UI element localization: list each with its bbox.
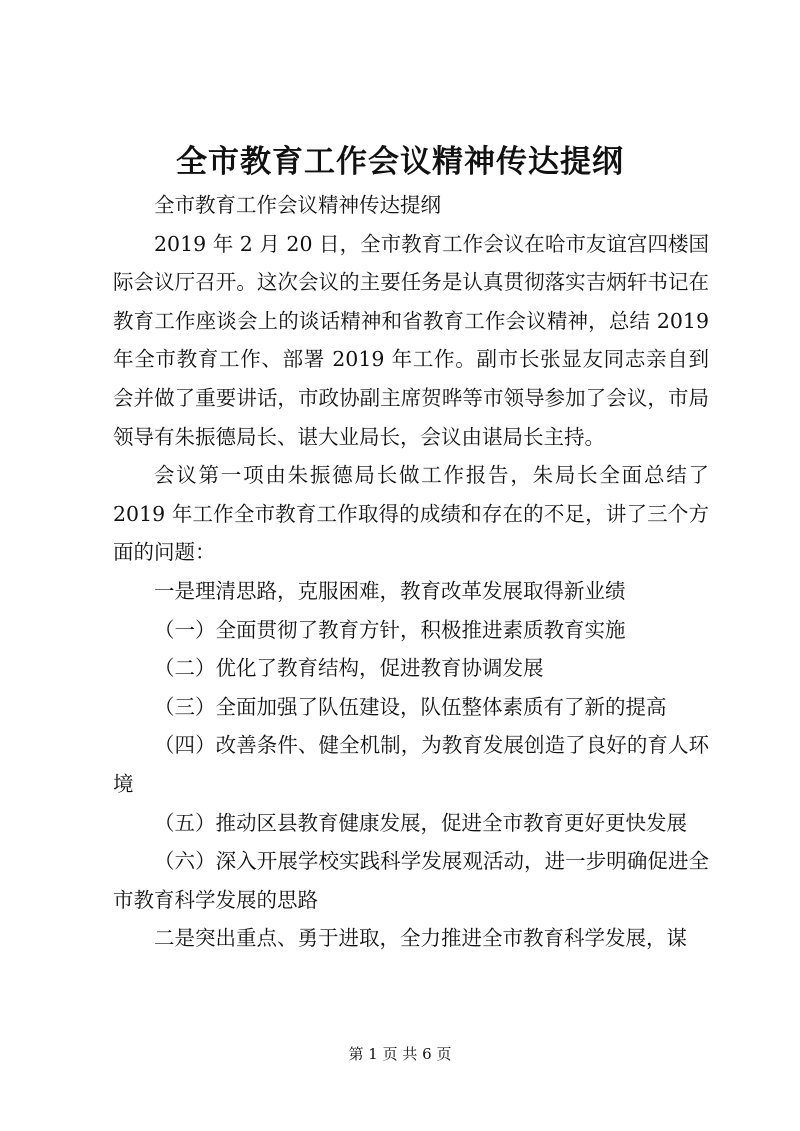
- document-body: [113, 186, 709, 958]
- paragraph-subtitle: 全市教育工作会议精神传达提纲: [154, 193, 441, 217]
- paragraph-item-6: （六）深入开展学校实践科学发展观活动，进一步明确促进全市教育科学发展的思路: [113, 849, 709, 912]
- paragraph-report-intro: 会议第一项由朱振德局长做工作报告，朱局长全面总结了 2019 年工作全市教育工作取得的成绩和存在的不足，讲了三个方面的问题：: [113, 463, 709, 565]
- paragraph-item-4: （四）改善条件、健全机制，为教育发展创造了良好的育人环境: [113, 733, 709, 796]
- paragraph-item-3: （三）全面加强了队伍建设，队伍整体素质有了新的提高: [154, 694, 667, 719]
- paragraph-item-5: （五）推动区县教育健康发展，促进全市教育更好更快发展: [154, 810, 687, 835]
- paragraph-meeting-summary: 2019 年 2 月 20 日，全市教育工作会议在哈市友谊宫四楼国际会议厅召开。这次会议的主要任务是认真贯彻落实吉炳轩书记在教育工作座谈会上的谈话精神和省教育工作会议精神，总结 2019 年全市教育工作、部署 2019 年工作。副市长张显友同志亲自到会并做了重要讲话，市政协副主席贺晔等市领导参加了会议，市局领导有朱振德局长、谌大业局长，会议由谌局长主持。: [113, 231, 709, 449]
- paragraph-section-two: 二是突出重点、勇于进取，全力推进全市教育科学发展，谋: [154, 926, 687, 951]
- document-title: 全市教育工作会议精神传达提纲: [176, 144, 624, 180]
- paragraph-section-one: 一是理清思路，克服困难，教育改革发展取得新业绩: [154, 578, 626, 603]
- paragraph-item-1: （一）全面贯彻了教育方针，积极推进素质教育实施: [154, 617, 626, 642]
- page-indicator: 第 1 页 共 6 页: [348, 1045, 452, 1063]
- paragraph-item-2: （二）优化了教育结构，促进教育协调发展: [154, 656, 544, 681]
